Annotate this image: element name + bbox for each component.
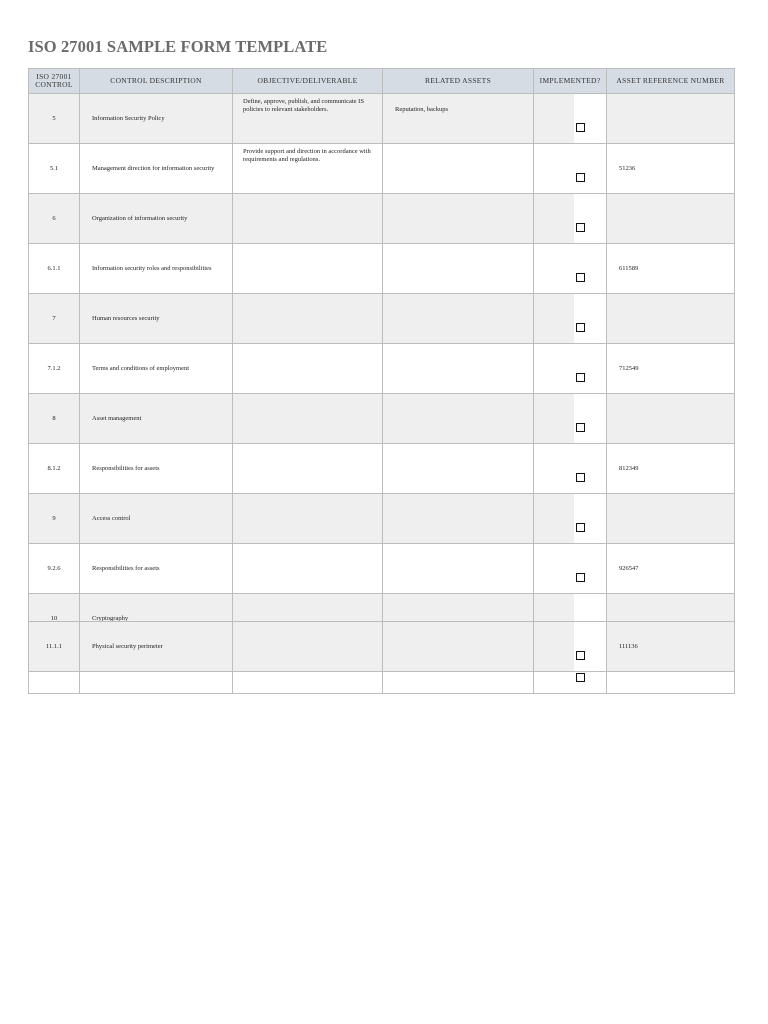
related-assets-cell[interactable] — [383, 444, 534, 494]
iso-control-table — [28, 68, 735, 694]
table-row — [29, 244, 735, 294]
related-assets-cell[interactable] — [383, 194, 534, 244]
header-asset-reference-number: ASSET REFERENCE NUMBER — [607, 69, 735, 94]
control-description-cell: Cryptography — [80, 594, 233, 644]
implemented-cell — [534, 544, 607, 594]
implemented-checkbox[interactable] — [576, 423, 585, 432]
control-description-cell: Management direction for information security — [80, 144, 233, 194]
related-assets-cell[interactable] — [383, 344, 534, 394]
table-row — [29, 622, 735, 672]
related-assets-cell[interactable] — [383, 244, 534, 294]
implemented-cell — [534, 622, 607, 672]
implemented-cell — [534, 444, 607, 494]
control-number-cell: 7.1.2 — [29, 344, 80, 394]
objective-deliverable-cell[interactable] — [233, 294, 383, 344]
implemented-checkbox[interactable] — [576, 673, 585, 682]
table-row — [29, 444, 735, 494]
implemented-checkbox[interactable] — [576, 273, 585, 282]
control-description-cell: Information Security Policy — [80, 94, 233, 144]
asset-reference-cell[interactable] — [607, 394, 735, 444]
table-row — [29, 144, 735, 194]
iso-control-table-continued — [28, 621, 735, 672]
control-description-cell: Human resources security — [80, 294, 233, 344]
asset-reference-cell[interactable] — [607, 194, 735, 244]
control-number-cell: 6 — [29, 194, 80, 244]
objective-deliverable-cell[interactable] — [233, 194, 383, 244]
control-description-cell: Information security roles and responsibilities — [80, 244, 233, 294]
form-title: ISO 27001 SAMPLE FORM TEMPLATE — [28, 37, 328, 56]
implemented-checkbox[interactable] — [576, 523, 585, 532]
header-related-assets: RELATED ASSETS — [383, 69, 534, 94]
control-number-cell: 6.1.1 — [29, 244, 80, 294]
asset-reference-cell[interactable]: 926547 — [607, 544, 735, 594]
asset-reference-cell[interactable] — [607, 94, 735, 144]
control-description-cell: Organization of information security — [80, 194, 233, 244]
control-number-cell: 10 — [29, 594, 80, 644]
control-number-cell: 9.2.6 — [29, 544, 80, 594]
table-row — [29, 394, 735, 444]
table-row — [29, 544, 735, 594]
table-header-row — [29, 69, 735, 94]
control-description-cell: Responsibilities for assets — [80, 444, 233, 494]
header-control-description: CONTROL DESCRIPTION — [80, 69, 233, 94]
related-assets-cell[interactable] — [383, 544, 534, 594]
table-row — [29, 494, 735, 544]
implemented-cell — [534, 294, 607, 344]
control-number-cell: 8 — [29, 394, 80, 444]
implemented-checkbox[interactable] — [576, 323, 585, 332]
asset-reference-cell[interactable]: 712549 — [607, 344, 735, 394]
table-row — [29, 94, 735, 144]
implemented-checkbox[interactable] — [576, 173, 585, 182]
asset-reference-cell[interactable]: 812349 — [607, 444, 735, 494]
objective-deliverable-cell[interactable] — [233, 494, 383, 544]
table-row — [29, 294, 735, 344]
implemented-cell — [534, 244, 607, 294]
control-number-cell: 5 — [29, 94, 80, 144]
objective-deliverable-cell[interactable]: Provide support and direction in accordance with requirements and regulations. — [233, 144, 383, 194]
objective-deliverable-cell[interactable] — [233, 244, 383, 294]
related-assets-cell[interactable] — [383, 394, 534, 444]
asset-reference-cell[interactable]: 111136 — [607, 622, 735, 672]
control-number-cell: 11.1.1 — [29, 622, 80, 672]
control-description-cell: Terms and conditions of employment — [80, 344, 233, 394]
implemented-cell — [534, 144, 607, 194]
objective-deliverable-cell[interactable] — [233, 544, 383, 594]
implemented-checkbox[interactable] — [576, 473, 585, 482]
related-assets-cell[interactable] — [383, 622, 534, 672]
objective-deliverable-cell[interactable]: Define, approve, publish, and communicate IS policies to relevant stakeholders. — [233, 94, 383, 144]
implemented-checkbox[interactable] — [576, 651, 585, 660]
control-description-cell: Access control — [80, 494, 233, 544]
implemented-checkbox[interactable] — [576, 223, 585, 232]
objective-deliverable-cell[interactable] — [233, 344, 383, 394]
control-number-cell: 7 — [29, 294, 80, 344]
related-assets-cell[interactable]: Reputation, backups — [383, 94, 534, 144]
control-description-cell: Physical security perimeter — [80, 622, 233, 672]
implemented-checkbox[interactable] — [576, 373, 585, 382]
control-number-cell: 5.1 — [29, 144, 80, 194]
asset-reference-cell[interactable] — [607, 494, 735, 544]
asset-reference-cell[interactable]: 611589 — [607, 244, 735, 294]
header-objective-deliverable: OBJECTIVE/DELIVERABLE — [233, 69, 383, 94]
objective-deliverable-cell[interactable] — [233, 622, 383, 672]
objective-deliverable-cell[interactable] — [233, 394, 383, 444]
implemented-cell — [534, 94, 607, 144]
control-number-cell: 9 — [29, 494, 80, 544]
control-description-cell: Responsibilities for assets — [80, 544, 233, 594]
asset-reference-cell[interactable]: 51236 — [607, 144, 735, 194]
header-implemented: IMPLEMENTED? — [534, 69, 607, 94]
control-description-cell: Asset management — [80, 394, 233, 444]
asset-reference-cell[interactable] — [607, 294, 735, 344]
implemented-cell — [534, 494, 607, 544]
implemented-cell — [534, 194, 607, 244]
implemented-checkbox[interactable] — [576, 123, 585, 132]
related-assets-cell[interactable] — [383, 294, 534, 344]
implemented-cell — [534, 344, 607, 394]
control-number-cell: 8.1.2 — [29, 444, 80, 494]
implemented-checkbox[interactable] — [576, 573, 585, 582]
table-row — [29, 344, 735, 394]
related-assets-cell[interactable] — [383, 144, 534, 194]
objective-deliverable-cell[interactable] — [233, 444, 383, 494]
table-row — [29, 194, 735, 244]
implemented-cell — [534, 394, 607, 444]
header-iso-control: ISO 27001 CONTROL — [29, 69, 80, 94]
related-assets-cell[interactable] — [383, 494, 534, 544]
